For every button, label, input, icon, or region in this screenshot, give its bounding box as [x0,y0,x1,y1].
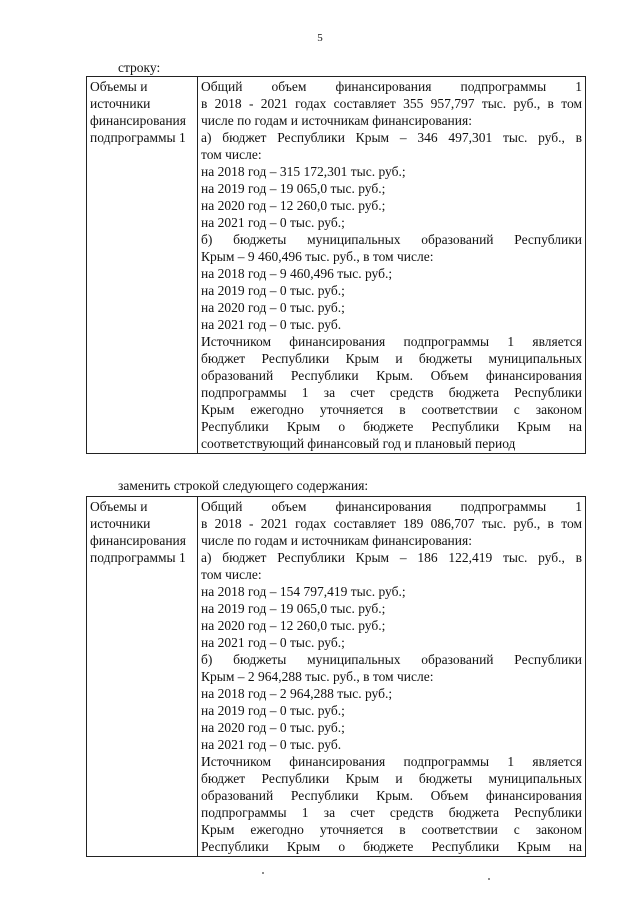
table-row [87,497,586,857]
content-line: на 2018 год – 315 172,301 тыс. руб.; [201,164,406,179]
table-new-row-clip [86,496,586,905]
row-content-cell [198,77,586,454]
table-old-row [86,76,586,454]
content-line: на 2020 год – 12 260,0 тыс. руб.; [201,198,386,213]
content-line: числе по годам и источникам финансирования: [201,533,472,548]
content-line: на 2019 год – 19 065,0 тыс. руб.; [201,601,386,616]
content-line: образований Республики Крым. Объем финансирования [201,368,582,383]
content-line: а) бюджет Республики Крым – 186 122,419 тыс. руб., в [201,550,582,565]
page-number: 5 [317,32,323,44]
row-label-line: источники [90,96,151,111]
content-line: том числе: [201,147,262,162]
intro-text-old-row: строку: [118,60,161,75]
content-line: на 2021 год – 0 тыс. руб. [201,317,342,332]
content-line: б) бюджеты муниципальных образований Республики [201,652,582,667]
content-line: Крым ежегодно уточняется в соответствии с законом [201,402,582,417]
row-label-line: подпрограммы 1 [90,130,186,145]
content-line: Республики Крым о бюджете Республики Крым на [201,419,582,434]
content-line: Источником финансирования подпрограммы 1 является [201,754,582,769]
row-label-line: финансирования [90,533,186,548]
content-line: подпрограммы 1 за счет средств бюджета Республики [201,385,582,400]
content-line: Крым ежегодно уточняется в соответствии с законом [201,822,582,837]
row-content-cell [198,497,586,857]
content-line: Крым – 9 460,496 тыс. руб., в том числе: [201,249,434,264]
content-line: на 2021 год – 0 тыс. руб.; [201,635,345,650]
scan-speck [262,872,264,874]
content-line: на 2018 год – 154 797,419 тыс. руб.; [201,584,406,599]
row-label-line: финансирования [90,113,186,128]
content-line: на 2018 год – 9 460,496 тыс. руб.; [201,266,393,281]
content-line: соответствующий финансовый год и плановый период [201,436,516,451]
row-label-line: Объемы и [90,499,148,514]
scan-speck [488,878,490,880]
content-line: на 2018 год – 2 964,288 тыс. руб.; [201,686,393,701]
content-line: на 2019 год – 0 тыс. руб.; [201,703,345,718]
content-line: Источником финансирования подпрограммы 1 является [201,334,582,349]
content-line: на 2020 год – 0 тыс. руб.; [201,720,345,735]
content-line: б) бюджеты муниципальных образований Республики [201,232,582,247]
intro-text-new-row: заменить строкой следующего содержания: [118,478,369,493]
content-line: бюджет Республики Крым и бюджеты муниципальных [201,351,582,366]
content-line: а) бюджет Республики Крым – 346 497,301 тыс. руб., в [201,130,582,145]
content-line: на 2021 год – 0 тыс. руб.; [201,215,345,230]
content-line: в 2018 - 2021 годах составляет 189 086,707 тыс. руб., в том [201,516,582,531]
content-line: в 2018 - 2021 годах составляет 355 957,797 тыс. руб., в том [201,96,582,111]
content-line: числе по годам и источникам финансирования: [201,113,472,128]
content-line: на 2020 год – 12 260,0 тыс. руб.; [201,618,386,633]
row-label-cell [87,497,198,857]
content-line: на 2019 год – 19 065,0 тыс. руб.; [201,181,386,196]
table-new-row [86,496,586,857]
row-label-line: источники [90,516,151,531]
row-label-cell [87,77,198,454]
row-label-line: Объемы и [90,79,148,94]
content-line: на 2019 год – 0 тыс. руб.; [201,283,345,298]
content-line: том числе: [201,567,262,582]
content-line: Республики Крым о бюджете Республики Крым на [201,839,582,854]
content-line: подпрограммы 1 за счет средств бюджета Республики [201,805,582,820]
content-line: на 2021 год – 0 тыс. руб. [201,737,342,752]
row-label-line: подпрограммы 1 [90,550,186,565]
content-line: на 2020 год – 0 тыс. руб.; [201,300,345,315]
content-line: бюджет Республики Крым и бюджеты муниципальных [201,771,582,786]
table-row [87,77,586,454]
content-line: Общий объем финансирования подпрограммы 1 [201,499,582,514]
content-line: Общий объем финансирования подпрограммы 1 [201,79,582,94]
content-line: образований Республики Крым. Объем финансирования [201,788,582,803]
content-line: Крым – 2 964,288 тыс. руб., в том числе: [201,669,434,684]
